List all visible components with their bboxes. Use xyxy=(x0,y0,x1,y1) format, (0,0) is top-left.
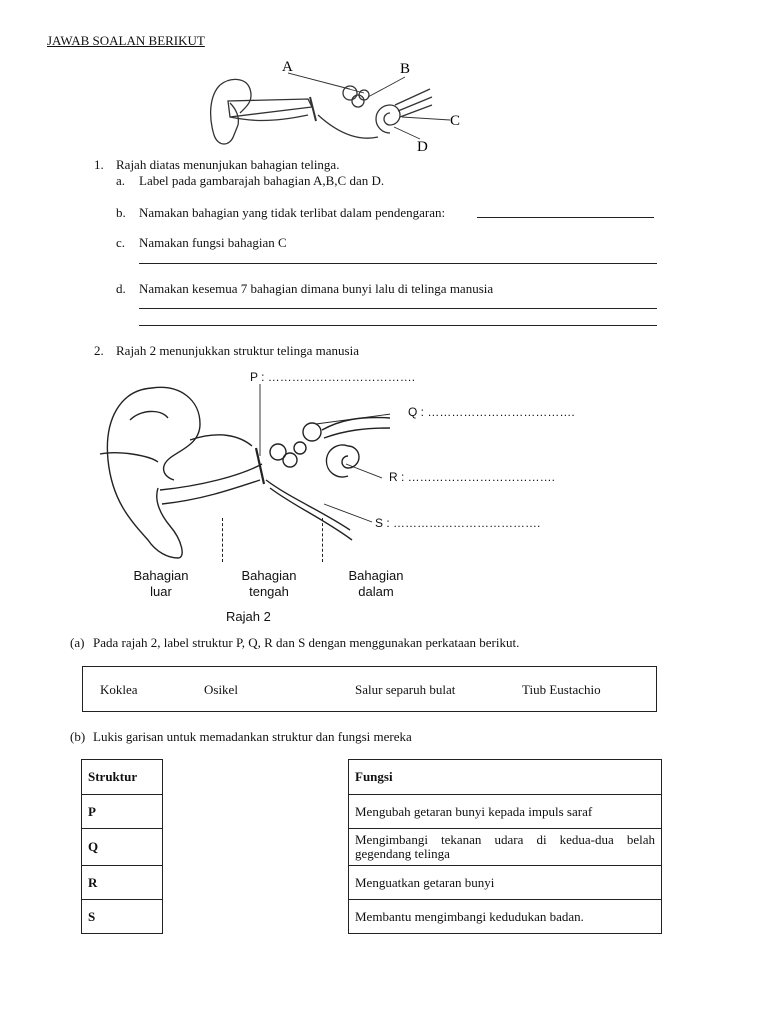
struktur-table xyxy=(81,759,163,934)
region-middle-line1: Bahagian xyxy=(241,568,297,583)
fungsi-item-1[interactable]: Mengubah getaran bunyi kepada impuls saraf xyxy=(349,795,662,829)
label-s: S : ………………………………. xyxy=(375,516,541,530)
q1d-answer-line-1[interactable] xyxy=(139,308,657,309)
word-salur-separuh-bulat: Salur separuh bulat xyxy=(355,682,456,697)
ear-diagram-1-drawing xyxy=(211,79,432,144)
ear-diagram-1 xyxy=(200,55,480,157)
part-b-letter: (b) xyxy=(70,729,86,744)
q1d-answer-line-2[interactable] xyxy=(139,325,657,326)
q1a-letter: a. xyxy=(116,173,126,188)
q1c-text: Namakan fungsi bahagian C xyxy=(139,235,287,250)
q1d-text: Namakan kesemua 7 bahagian dimana bunyi lalu di telinga manusia xyxy=(139,281,494,296)
part-b-text: Lukis garisan untuk memadankan struktur dan fungsi mereka xyxy=(93,729,412,744)
word-tiub-eustachio: Tiub Eustachio xyxy=(522,682,601,697)
q1b-answer-line[interactable] xyxy=(477,217,654,218)
word-osikel: Osikel xyxy=(204,682,238,697)
ear-diagram-2-leaders xyxy=(260,384,390,522)
q1b-letter: b. xyxy=(116,205,126,220)
q1b-text: Namakan bahagian yang tidak terlibat dalam pendengaran: xyxy=(139,205,446,220)
fig1-label-d: D xyxy=(417,139,428,155)
struktur-header: Struktur xyxy=(82,760,163,795)
fungsi-item-4[interactable]: Membantu mengimbangi kedudukan badan. xyxy=(349,900,662,934)
figure-2-caption: Rajah 2 xyxy=(226,609,271,624)
q1c-answer-line[interactable] xyxy=(139,263,657,264)
q1-number: 1. xyxy=(94,157,104,172)
label-q: Q : ………………………………. xyxy=(408,405,575,419)
q1a-text: Label pada gambarajah bahagian A,B,C dan D. xyxy=(139,173,385,188)
q1c-letter: c. xyxy=(116,235,126,250)
word-bank-box xyxy=(82,666,657,712)
region-inner xyxy=(343,568,409,600)
q1d-letter: d. xyxy=(116,281,126,296)
region-outer xyxy=(128,568,194,600)
q2-stem: Rajah 2 menunjukkan struktur telinga manusia xyxy=(116,343,359,358)
region-middle-line2: tengah xyxy=(249,584,289,599)
q1-stem: Rajah diatas menunjukan bahagian telinga. xyxy=(116,157,340,172)
region-inner-line2: dalam xyxy=(358,584,394,599)
struktur-s[interactable]: S xyxy=(82,900,163,934)
divider-middle-inner xyxy=(322,518,323,562)
fungsi-header: Fungsi xyxy=(349,760,662,795)
fig1-label-b: B xyxy=(400,61,411,77)
part-a-letter: (a) xyxy=(70,635,85,650)
label-p: P : ………………………………. xyxy=(250,370,416,384)
region-outer-line1: Bahagian xyxy=(133,568,189,583)
fig1-label-a: A xyxy=(282,59,293,75)
fig1-label-c: C xyxy=(450,113,461,129)
fungsi-table xyxy=(348,759,662,934)
worksheet-title: JAWAB SOALAN BERIKUT xyxy=(47,33,205,48)
word-koklea: Koklea xyxy=(100,682,138,697)
region-outer-line2: luar xyxy=(150,584,172,599)
ear-diagram-2-drawing xyxy=(100,387,390,558)
struktur-q[interactable]: Q xyxy=(82,829,163,866)
ear-diagram-2 xyxy=(90,380,390,570)
q2-number: 2. xyxy=(94,343,104,358)
struktur-r[interactable]: R xyxy=(82,866,163,900)
fungsi-item-2[interactable]: Mengimbangi tekanan udara di kedua-dua belah gegendang telinga xyxy=(349,829,662,866)
part-a-text: Pada rajah 2, label struktur P, Q, R dan S dengan menggunakan perkataan berikut. xyxy=(93,635,520,650)
region-inner-line1: Bahagian xyxy=(348,568,404,583)
region-middle xyxy=(236,568,302,600)
divider-outer-middle xyxy=(222,518,223,562)
fungsi-item-3[interactable]: Menguatkan getaran bunyi xyxy=(349,866,662,900)
label-r: R : ………………………………. xyxy=(389,470,556,484)
struktur-p[interactable]: P xyxy=(82,795,163,829)
